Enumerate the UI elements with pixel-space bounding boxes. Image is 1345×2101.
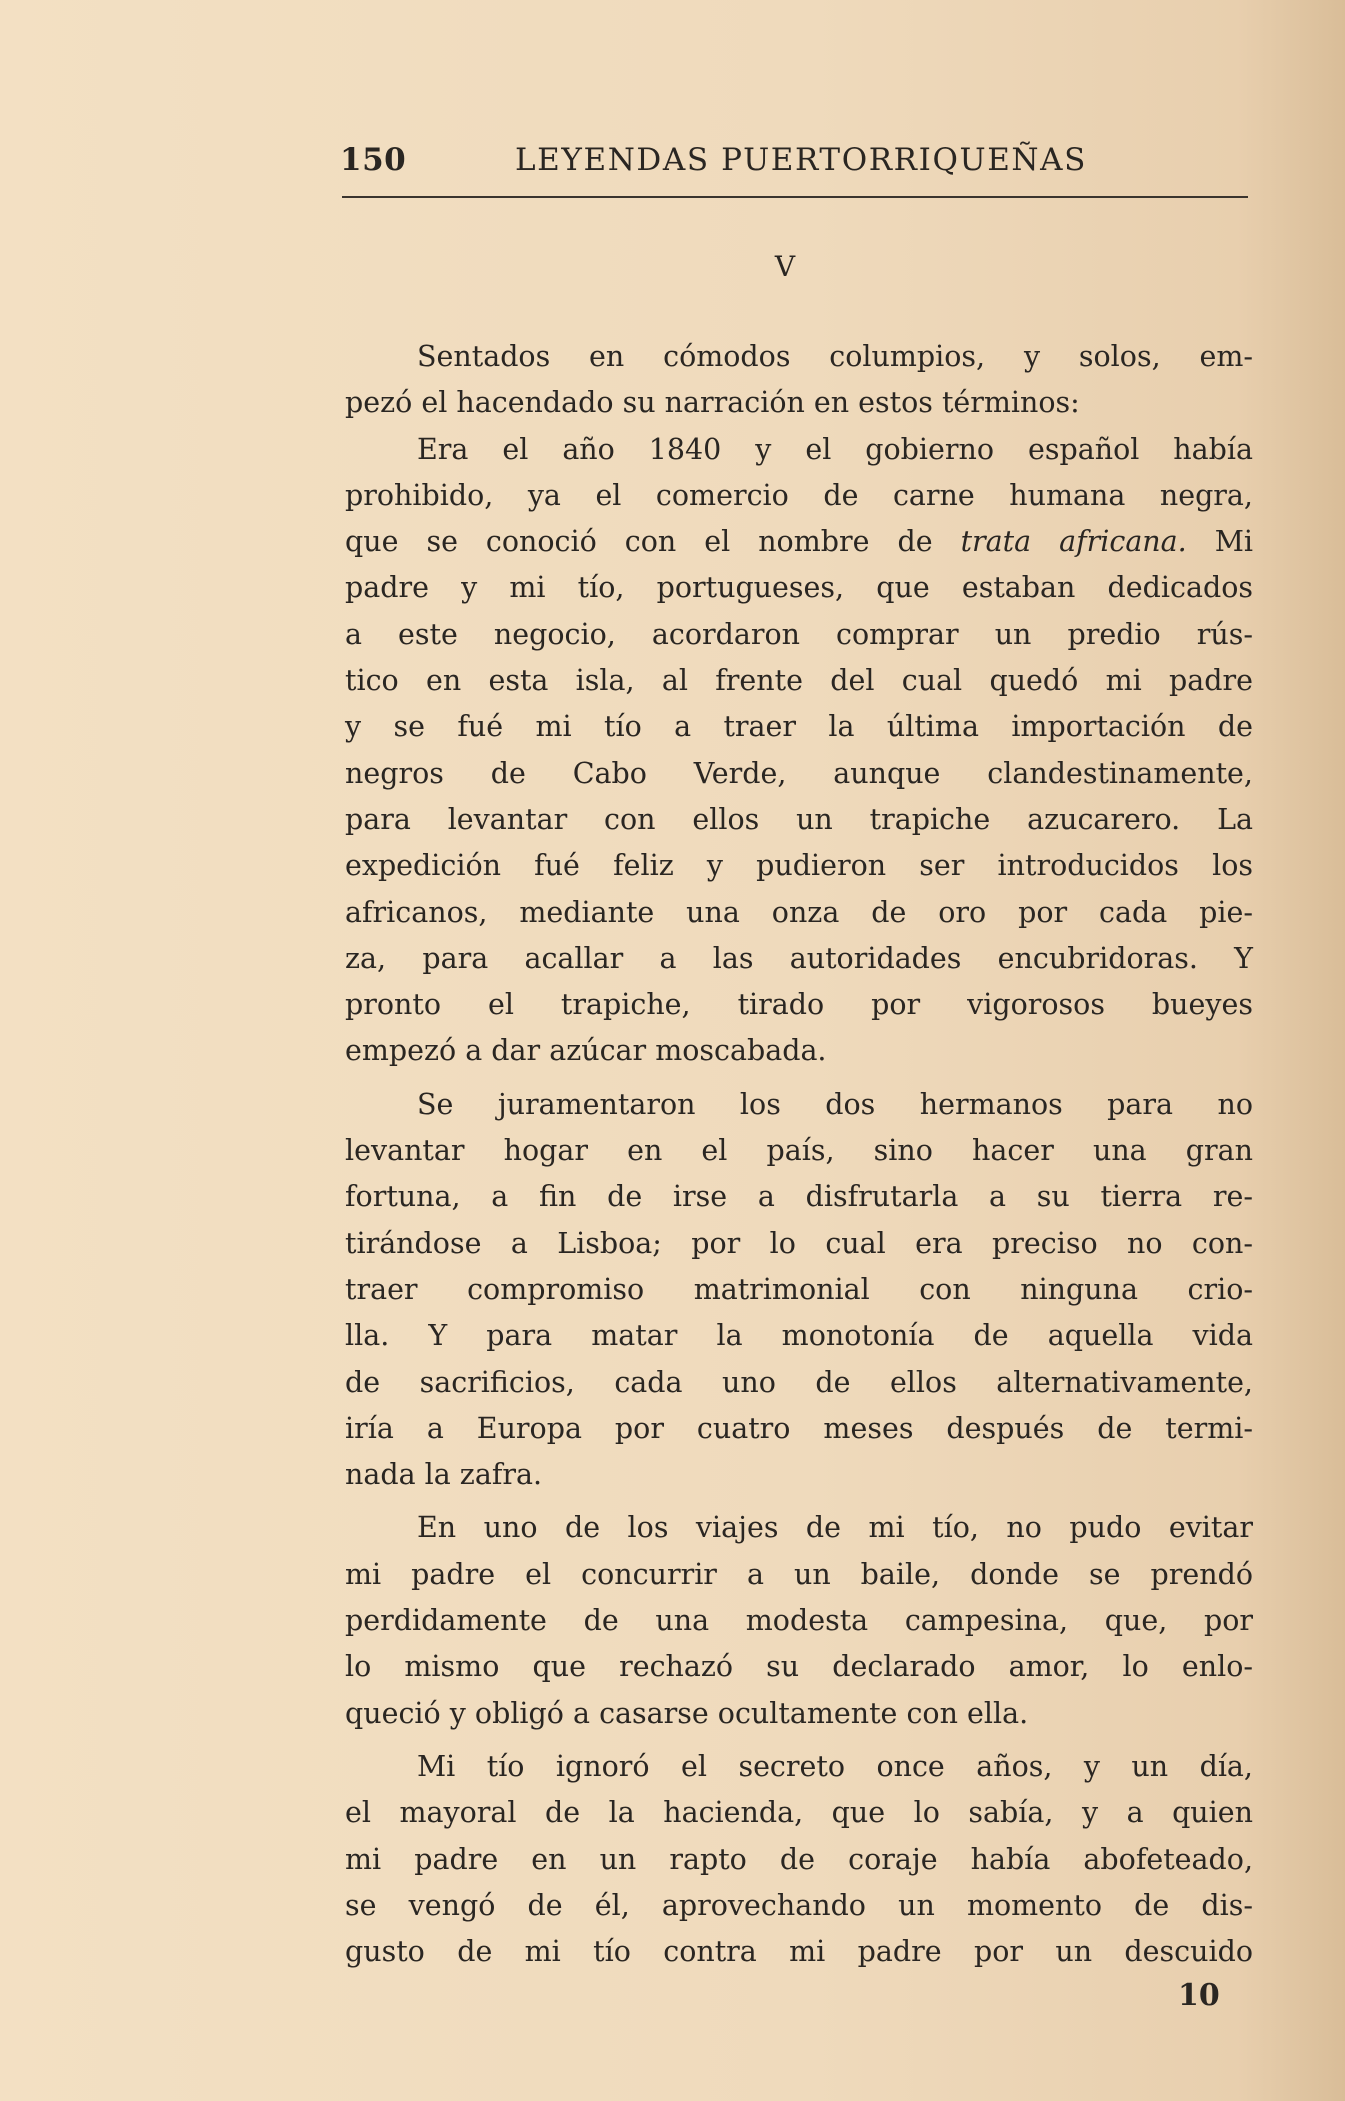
- text-line: lo mismo que rechazó su declarado amor, lo enlo-: [345, 1650, 1253, 1684]
- text-line: Mi tío ignoró el secreto once años, y un día,: [417, 1749, 1253, 1783]
- running-title: LEYENDAS PUERTORRIQUEÑAS: [515, 142, 1087, 178]
- text-line: mi padre en un rapto de coraje había abofeteado,: [345, 1842, 1253, 1876]
- text-line: a este negocio, acordaron comprar un predio rús-: [345, 617, 1253, 651]
- text-line: pronto el trapiche, tirado por vigorosos bueyes: [345, 988, 1253, 1022]
- paragraph-gap: [345, 1498, 1253, 1505]
- text-line: Sentados en cómodos columpios, y solos, em-: [417, 340, 1253, 373]
- paragraph-gap: [345, 1737, 1253, 1744]
- text-line: Se juramentaron los dos hermanos para no: [417, 1087, 1253, 1121]
- text-line: nada la zafra.: [345, 1458, 543, 1492]
- text-line: traer compromiso matrimonial con ninguna crio-: [345, 1272, 1253, 1306]
- text-line: za, para acallar a las autoridades encubridoras. Y: [345, 941, 1253, 975]
- running-head: [340, 142, 1250, 192]
- text-line: En uno de los viajes de mi tío, no pudo evitar: [417, 1511, 1253, 1545]
- text-line: tico en esta isla, al frente del cual quedó mi padre: [345, 664, 1253, 698]
- header-rule: [342, 196, 1248, 198]
- text-line: mi padre el concurrir a un baile, donde se prendó: [345, 1557, 1253, 1591]
- text-line: africanos, mediante una onza de oro por cada pie-: [345, 895, 1253, 929]
- text-line: perdidamente de una modesta campesina, que, por: [345, 1604, 1253, 1638]
- text-line-mixed: [345, 519, 1253, 565]
- text-line: levantar hogar en el país, sino hacer una gran: [345, 1134, 1253, 1168]
- text-line: expedición fué feliz y pudieron ser introducidos los: [345, 849, 1253, 883]
- text-run: que se conoció con el nombre de: [345, 525, 933, 559]
- text-line: queció y obligó a casarse ocultamente con ella.: [345, 1696, 1029, 1730]
- text-line: y se fué mi tío a traer la última importación de: [345, 710, 1253, 744]
- page-number: 150: [340, 142, 407, 178]
- text-line: para levantar con ellos un trapiche azucarero. La: [345, 802, 1253, 836]
- text-line: iría a Europa por cuatro meses después de termi-: [345, 1411, 1253, 1445]
- text-line: gusto de mi tío contra mi padre por un descuido: [345, 1935, 1253, 1969]
- text-run: Mi: [1214, 525, 1254, 559]
- text-line: se vengó de él, aprovechando un momento de dis-: [345, 1888, 1253, 1922]
- text-line: lla. Y para matar la monotonía de aquella vida: [345, 1319, 1253, 1353]
- text-line: negros de Cabo Verde, aunque clandestinamente,: [345, 756, 1253, 790]
- text-line: pezó el hacendado su narración en estos términos:: [345, 386, 1080, 420]
- text-line: empezó a dar azúcar moscabada.: [345, 1034, 827, 1068]
- signature-mark: 10: [1178, 1978, 1220, 2013]
- text-line: tirándose a Lisboa; por lo cual era preciso no con-: [345, 1226, 1253, 1260]
- text-line: Era el año 1840 y el gobierno español había: [417, 432, 1253, 466]
- body-text: [345, 334, 1253, 1975]
- text-line: prohibido, ya el comercio de carne humana negra,: [345, 478, 1253, 512]
- italic-term: trata africana.: [960, 525, 1187, 559]
- text-line: de sacrificios, cada uno de ellos alternativamente,: [345, 1365, 1253, 1399]
- text-line: fortuna, a fin de irse a disfrutarla a su tierra re-: [345, 1180, 1253, 1214]
- paragraph-gap: [345, 1075, 1253, 1082]
- chapter-numeral: V: [774, 250, 796, 283]
- text-line: el mayoral de la hacienda, que lo sabía, y a quien: [345, 1796, 1253, 1830]
- text-line: padre y mi tío, portugueses, que estaban dedicados: [345, 571, 1253, 605]
